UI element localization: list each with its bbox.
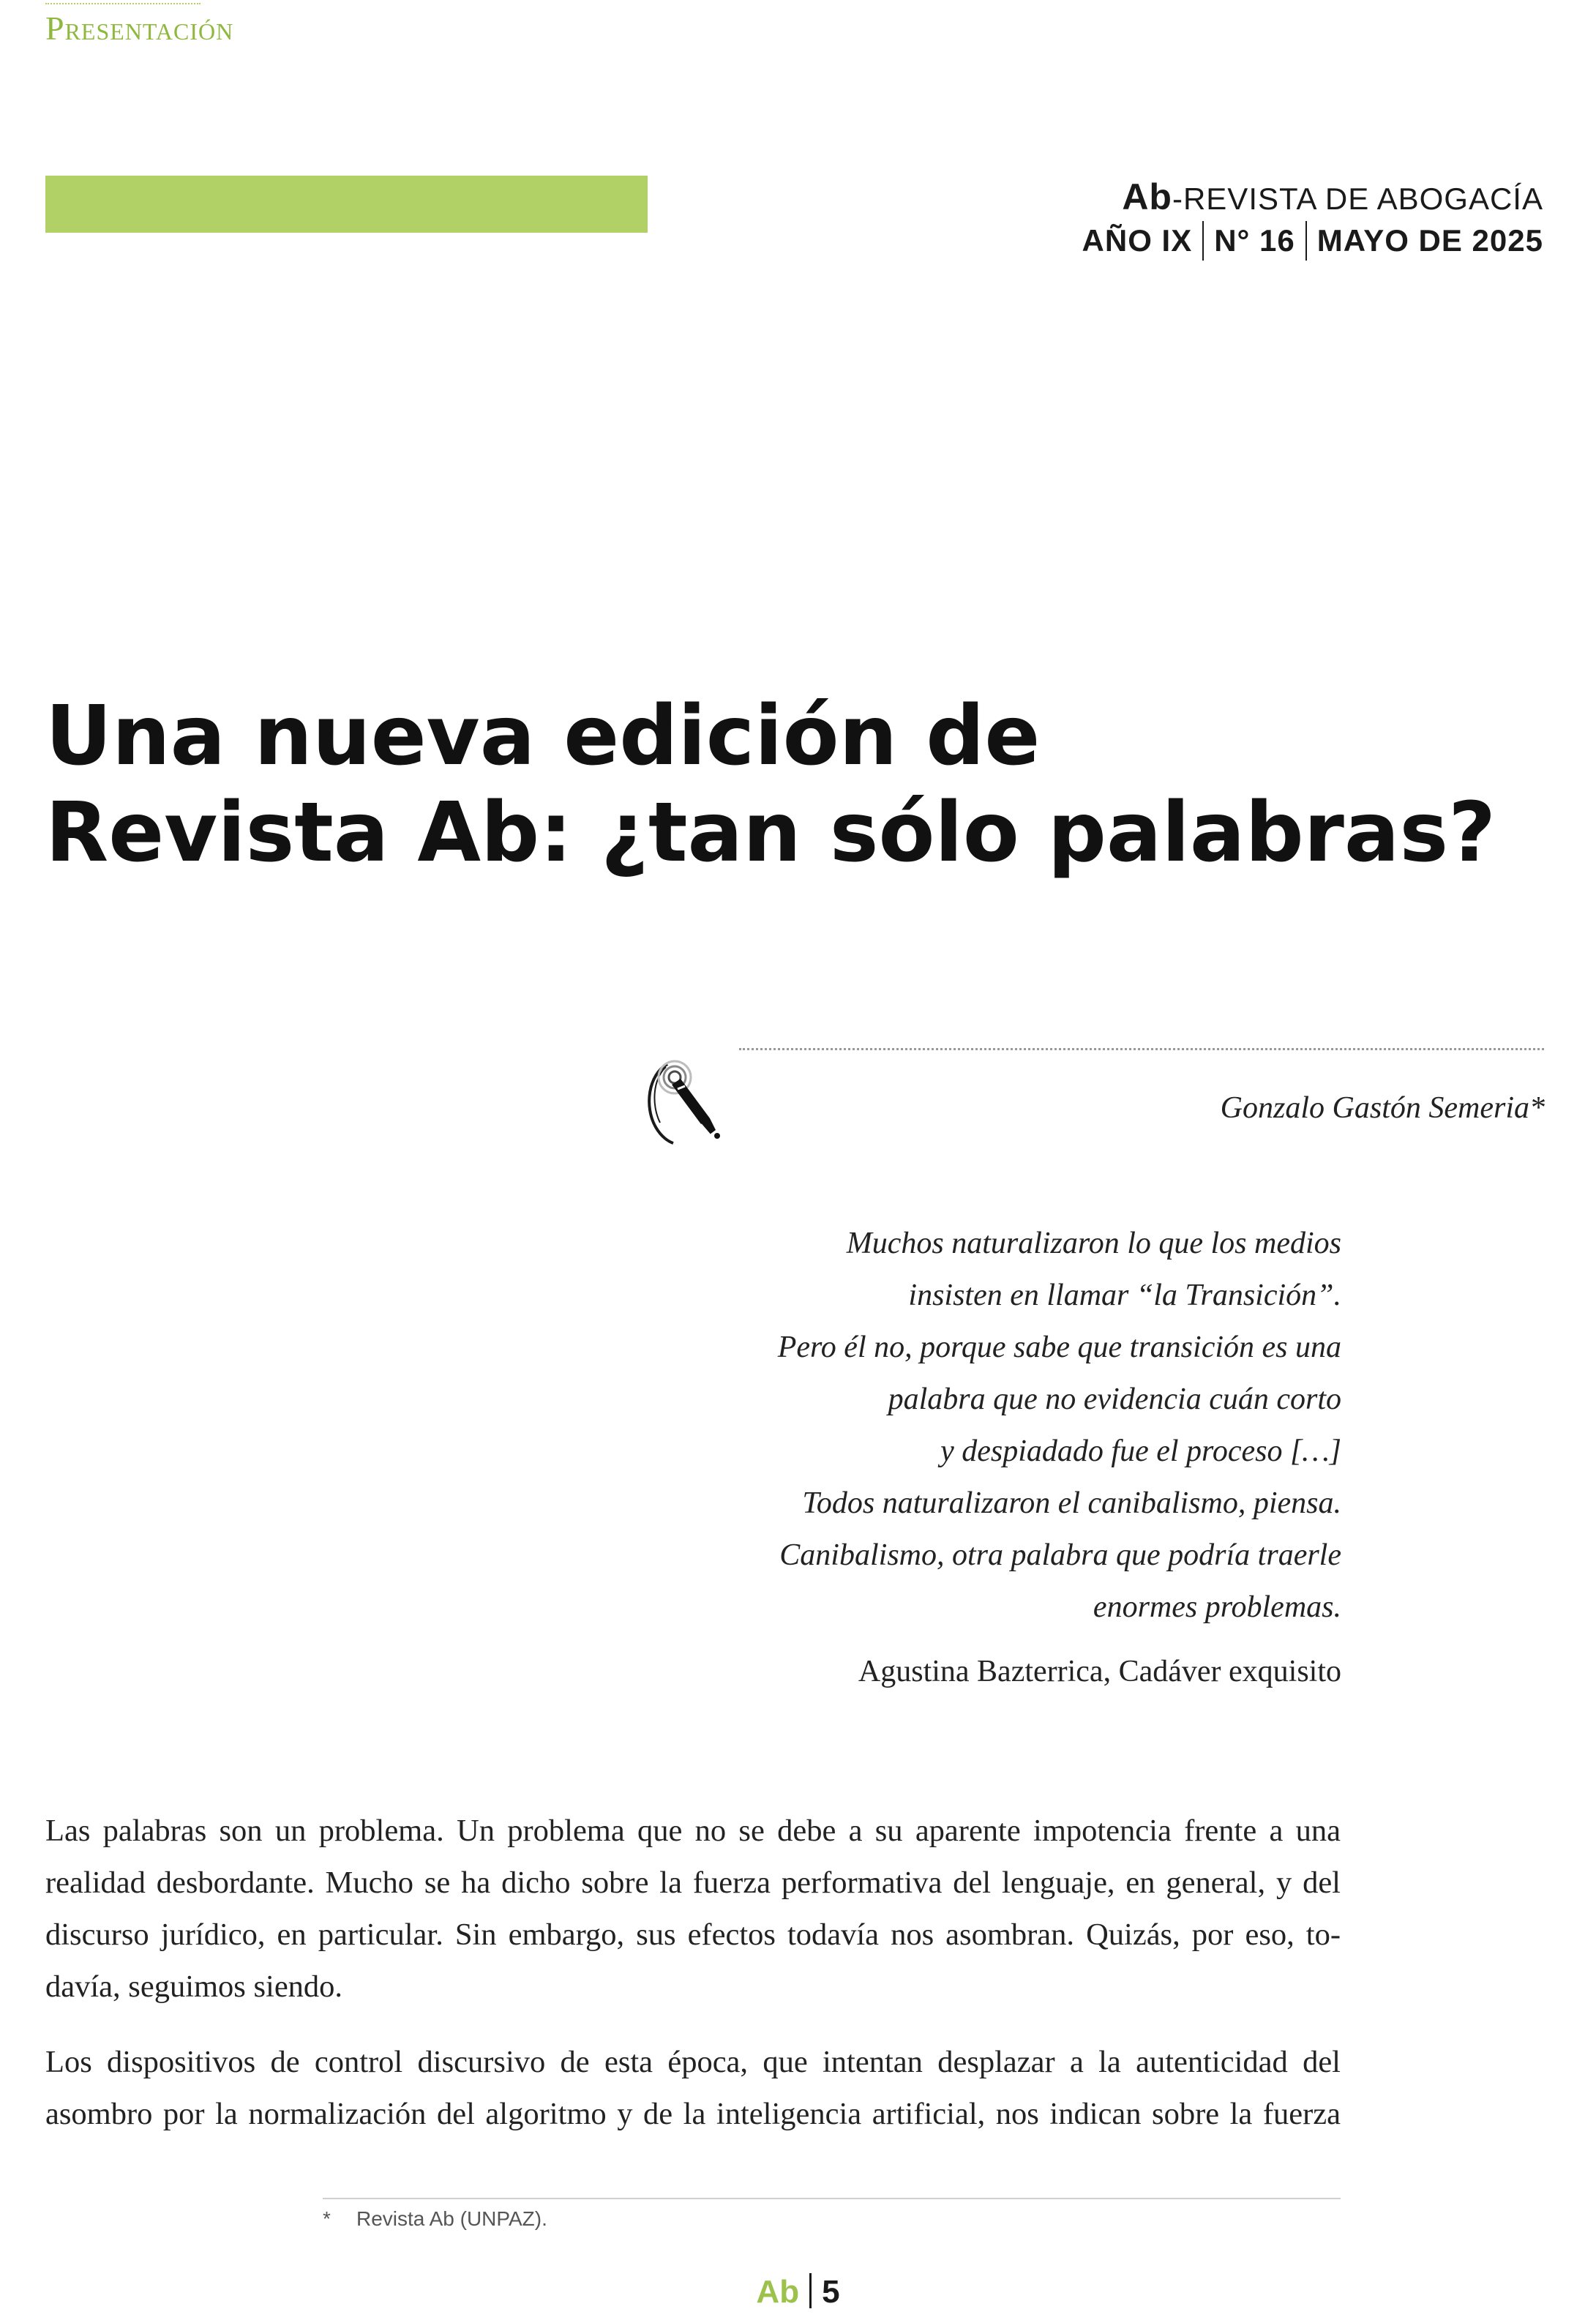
body-line: Los dispositivos de control discursivo de esta época, que intentan desplazar a la autenticidad del [45,2045,1341,2079]
fountain-pen-icon [634,1045,743,1155]
issue-separator [1202,221,1204,261]
body-line: realidad desbordante. Mucho se ha dicho sobre la fuerza performativa del lenguaje, en general, y del [45,1866,1341,1900]
article-title [45,688,1496,881]
journal-brand: Ab [1122,176,1172,217]
epigraph-line: Pero él no, porque sabe que transición es una [777,1331,1341,1364]
footnote-mark: * [323,2207,331,2230]
epigraph-source: Agustina Bazterrica, Cadáver exquisito [858,1655,1341,1688]
issue-date: MAYO DE 2025 [1316,223,1543,258]
body-paragraph [45,1805,1341,2013]
issue-separator [1305,221,1307,261]
section-label-rule [45,3,201,4]
issue-year: AÑO IX [1082,223,1193,258]
author-name: Gonzalo Gastón Semeria* [1220,1091,1545,1125]
header-green-band [45,176,648,233]
epigraph-line: enormes problemas. [1093,1590,1341,1624]
author-divider [739,1048,1544,1050]
page-number: 5 [822,2274,840,2310]
issue-number: N° 16 [1214,223,1295,258]
epigraph-quote [683,1218,1341,1634]
epigraph-line: Todos naturalizaron el canibalismo, piensa. [802,1486,1341,1520]
epigraph-line: Canibalismo, otra palabra que podría traerle [779,1538,1341,1572]
body-line: discurso jurídico, en particular. Sin embargo, sus efectos todavía nos asombran. Quizás, por eso, to- [45,1917,1341,1952]
article-title-line: Revista Ab: ¿tan sólo palabras? [45,785,1496,880]
body-line: asombro por la normalización del algoritmo y de la inteligencia artificial, nos indican sobre la fuerza [45,2097,1341,2131]
issue-info [1082,221,1543,261]
body-line: davía, seguimos siendo. [45,1969,343,2004]
body-paragraph [45,2036,1341,2140]
journal-name: -REVISTA DE ABOGACÍA [1172,182,1543,216]
page-footer [0,2273,1596,2310]
epigraph-line: palabra que no evidencia cuán corto [888,1382,1341,1416]
epigraph-line: insisten en llamar “la Transición”. [908,1279,1341,1312]
section-label: Presentación [45,10,234,47]
epigraph-line: y despiadado fue el proceso […] [940,1434,1341,1468]
page-brand: Ab [756,2274,800,2310]
footnote-text: Revista Ab (UNPAZ). [356,2207,547,2230]
page-separator [809,2273,812,2308]
body-line: Las palabras son un problema. Un problema que no se debe a su aparente impotencia frente a una [45,1814,1341,1848]
footnote-divider [323,2198,1341,2199]
article-body [45,1805,1341,2163]
journal-name-line [1082,176,1543,218]
footnote [323,2207,547,2231]
article-title-line: Una nueva edición de [45,689,1041,784]
epigraph-line: Muchos naturalizaron lo que los medios [846,1227,1341,1260]
journal-masthead [1082,176,1543,261]
